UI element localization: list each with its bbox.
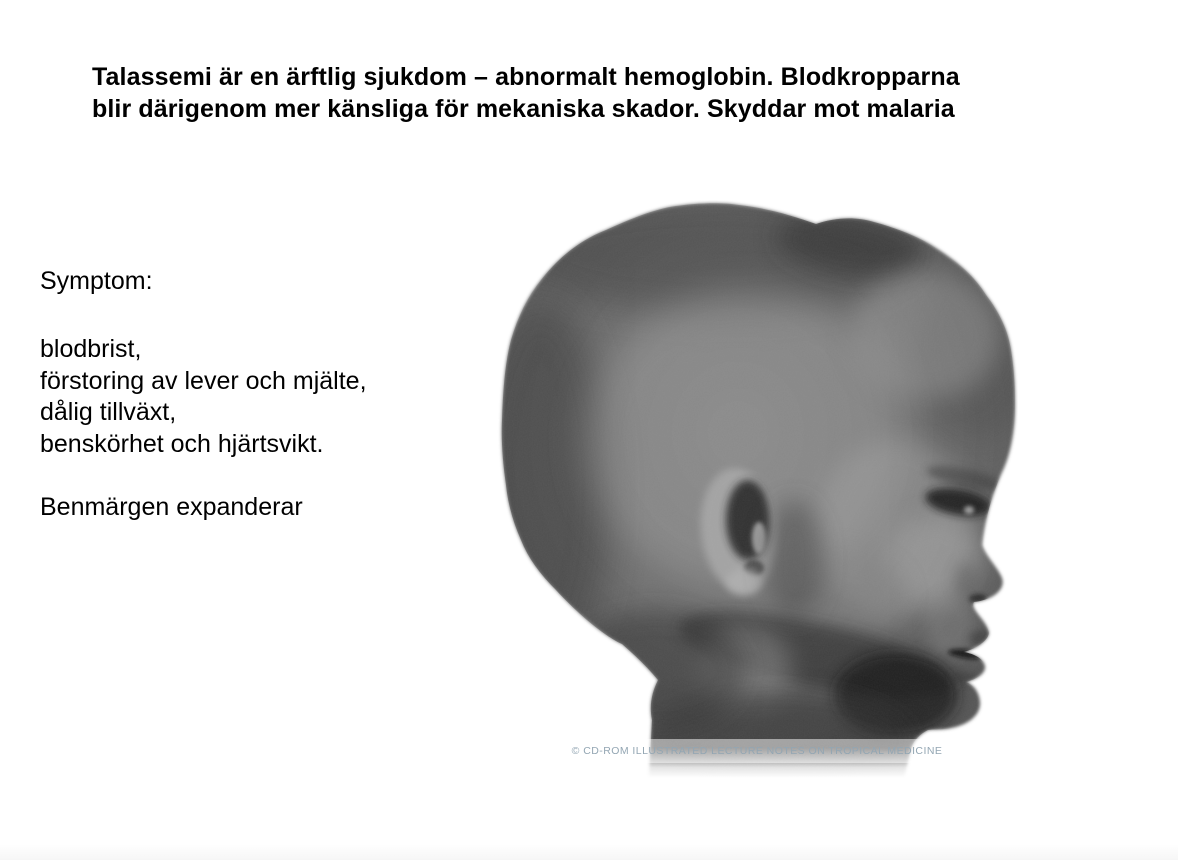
photo-caption: © CD-ROM ILLUSTRATED LECTURE NOTES ON TROPICAL MEDICINE xyxy=(571,745,943,757)
symptom-item: dålig tillväxt, xyxy=(40,398,177,426)
symptom-item: benskörhet och hjärtsvikt. xyxy=(40,429,324,458)
symptoms-heading: Symptom: xyxy=(40,267,153,295)
photo-illustration xyxy=(496,200,1018,778)
symptom-item: blodbrist, xyxy=(40,335,142,363)
slide-bottom-fade xyxy=(0,844,1178,860)
photo-grain xyxy=(496,200,1018,778)
slide-title-line-2: blir därigenom mer känsliga för mekaniska skador. Skyddar mot malaria xyxy=(92,95,955,123)
symptom-item: förstoring av lever och mjälte, xyxy=(40,366,367,395)
slide-title-line-1: Talassemi är en ärftlig sjukdom – abnormalt hemoglobin. Blodkropparna xyxy=(92,63,960,91)
symptoms-list xyxy=(40,334,367,460)
bone-marrow-note: Benmärgen expanderar xyxy=(40,493,303,521)
child-profile-photo xyxy=(496,200,1018,778)
slide-title xyxy=(92,61,1057,125)
